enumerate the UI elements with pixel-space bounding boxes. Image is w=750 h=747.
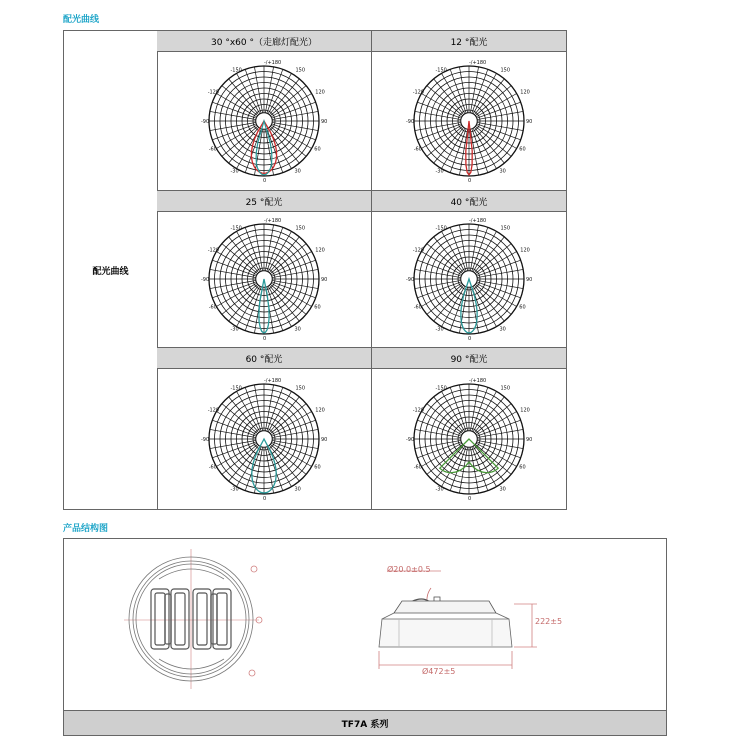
tick-label: 120 (520, 89, 530, 95)
side-view-drawing (379, 571, 537, 669)
tick-label: -/+180 (264, 377, 282, 384)
panel-title: 12 °配光 (372, 31, 566, 52)
tick-label: -120 (412, 407, 425, 413)
polar-plot (372, 211, 566, 347)
tick-label: 30 (294, 167, 301, 174)
structure-drawing-box (63, 538, 667, 736)
light-distribution-table (63, 30, 567, 510)
tick-label: 120 (315, 407, 325, 413)
tick-label: -60 (208, 146, 217, 152)
panel-4 (157, 348, 372, 509)
polar-grid (198, 55, 330, 187)
tick-label: 60 (519, 146, 526, 152)
tick-label: 0 (263, 495, 267, 502)
tick-label: -90 (201, 436, 210, 443)
tick-label: -/+180 (469, 59, 487, 66)
panel-title: 30 °x60 °（走廊灯配光） (157, 31, 371, 52)
tick-label: 90 (321, 118, 328, 125)
polar-grid (403, 213, 535, 345)
tick-label: 150 (295, 225, 306, 232)
tick-label: -90 (201, 118, 210, 125)
tick-label: 30 (499, 167, 506, 174)
tick-label: -150 (435, 67, 447, 74)
tick-label: 30 (294, 485, 301, 492)
tick-label: -150 (230, 225, 242, 232)
panel-3 (372, 191, 566, 348)
tick-label: -30 (435, 167, 444, 174)
polar-plot (157, 368, 371, 509)
tick-label: 60 (314, 304, 321, 311)
panel-0 (157, 31, 372, 191)
tick-label: 120 (520, 407, 530, 413)
tick-label: -90 (406, 277, 415, 283)
dim-diameter: Ø472±5 (422, 667, 456, 676)
panel-title: 25 °配光 (157, 191, 371, 212)
dim-height: 222±5 (535, 617, 563, 626)
tick-label: -30 (230, 326, 239, 333)
polar-grid (198, 373, 330, 505)
tick-label: 0 (263, 336, 267, 342)
panel-title: 40 °配光 (372, 191, 566, 212)
tick-label: 90 (321, 436, 328, 443)
polar-plot (372, 368, 566, 509)
tick-label: -120 (412, 89, 425, 95)
tick-label: 30 (499, 326, 506, 333)
polar-plot (372, 51, 566, 190)
tick-label: -/+180 (469, 218, 487, 224)
tick-label: -120 (207, 247, 220, 254)
tick-label: 0 (468, 336, 472, 342)
tick-label: -150 (230, 385, 242, 392)
tick-label: 120 (315, 247, 325, 254)
tick-label: 60 (314, 146, 321, 152)
tick-label: 60 (519, 464, 526, 470)
tick-label: -90 (201, 277, 210, 283)
tick-label: 150 (500, 385, 511, 392)
panel-1 (372, 31, 566, 191)
tick-label: -120 (207, 89, 220, 95)
tick-label: 90 (321, 277, 328, 283)
section-title-structure: 产品结构图 (63, 524, 109, 534)
tick-label: 0 (263, 177, 267, 184)
row-label: 配光曲线 (64, 31, 158, 509)
tick-label: 120 (520, 247, 530, 254)
structure-drawing (64, 539, 666, 711)
tick-label: -120 (412, 247, 425, 254)
top-view-drawing (124, 549, 262, 689)
tick-label: 0 (468, 177, 472, 184)
tick-label: -30 (230, 485, 239, 492)
tick-label: -60 (413, 146, 422, 152)
tick-label: -/+180 (264, 59, 282, 66)
tick-label: -30 (230, 167, 239, 174)
polar-grid (403, 373, 535, 505)
panel-title: 90 °配光 (372, 348, 566, 369)
tick-label: -120 (207, 407, 220, 413)
panel-5 (372, 348, 566, 509)
panel-2 (157, 191, 372, 348)
tick-label: -/+180 (264, 218, 282, 224)
tick-label: -90 (406, 436, 415, 443)
polar-plot (157, 211, 371, 347)
tick-label: -150 (435, 385, 447, 392)
tick-label: -30 (435, 485, 444, 492)
tick-label: 30 (294, 326, 301, 333)
dim-cable-diameter: Ø20.0±0.5 (387, 565, 431, 574)
tick-label: 60 (519, 304, 526, 311)
tick-label: -150 (230, 67, 242, 74)
tick-label: -60 (208, 464, 217, 470)
tick-label: 120 (315, 89, 325, 95)
tick-label: 90 (526, 436, 533, 443)
tick-label: -150 (435, 225, 447, 232)
tick-label: 90 (526, 277, 533, 283)
tick-label: 150 (295, 67, 306, 74)
tick-label: -60 (413, 464, 422, 470)
tick-label: 150 (500, 67, 511, 74)
tick-label: -30 (435, 326, 444, 333)
tick-label: 90 (526, 118, 533, 125)
tick-label: -60 (208, 304, 217, 311)
polar-grid (403, 55, 535, 187)
tick-label: -/+180 (469, 377, 487, 384)
section-title-light-curve: 配光曲线 (63, 15, 100, 25)
tick-label: 150 (500, 225, 511, 232)
tick-label: 150 (295, 385, 306, 392)
tick-label: -60 (413, 304, 422, 311)
panel-title: 60 °配光 (157, 348, 371, 369)
tick-label: 0 (468, 495, 472, 502)
polar-grid (198, 213, 330, 345)
tick-label: -90 (406, 118, 415, 125)
series-label-bar: TF7A 系列 (64, 710, 666, 735)
tick-label: 60 (314, 464, 321, 470)
polar-plot (157, 51, 371, 190)
tick-label: 30 (499, 485, 506, 492)
